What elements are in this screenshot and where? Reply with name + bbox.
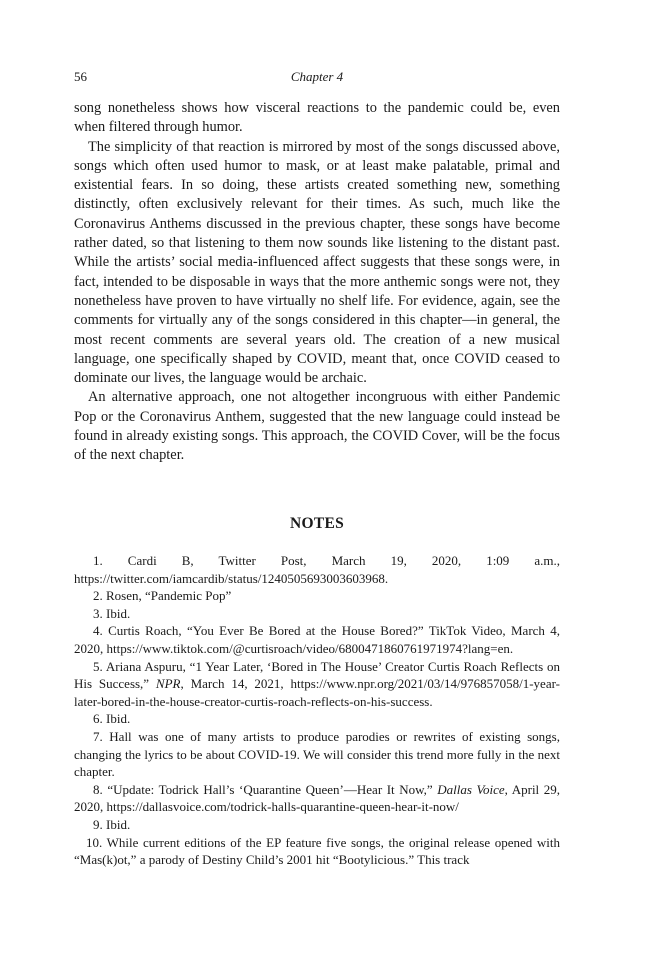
note-6: 6. Ibid. xyxy=(93,711,131,727)
note-8 xyxy=(74,781,560,816)
note-3: 3. Ibid. xyxy=(93,605,131,621)
note-9: 9. Ibid. xyxy=(93,816,131,832)
running-head: Chapter 4 xyxy=(290,69,344,84)
page-header xyxy=(74,69,560,87)
notes-list xyxy=(74,552,560,869)
notes-heading: NOTES xyxy=(289,515,345,532)
page-number: 56 xyxy=(74,69,87,84)
note-8-text: 8. “Update: Todrick Hall’s ‘Quarantine Queen’—Hear It Now,” xyxy=(93,781,438,797)
paragraph: An alternative approach, one not altogether incongruous with either Pandemic Pop or the Coronavirus Anthem, suggested that the new language could instead be found in already existing songs. This approach, the COVID Cover, will be the focus of the next chapter. xyxy=(74,389,560,464)
note-5 xyxy=(74,658,560,711)
paragraph: The simplicity of that reaction is mirrored by most of the songs discussed above, songs which often used humor to mask, or at least make palatable, primal and existential fears. In so doing, these artists created something new, something distinctly, often exclusively relevant for their times. As such, much like the Coronavirus Anthems discussed in the previous chapter, these songs have become rather dated, so that listening to them now sounds like listening to the distant past. While the artists’ social media-influenced affect suggests that these songs were, in fact, intended to be disposable in ways that the more anthemic songs were not, they nonetheless have proven to have virtually no shelf life. For evidence, again, see the comments for virtually any of the songs considered in this chapter—in general, the most recent comments are several years old. The creation of a new musical language, one specifically shaped by COVID, meant that, once COVID ceased to dominate our lives, the language would be archaic. xyxy=(74,138,560,387)
note-5-publication: NPR xyxy=(155,676,181,692)
note-8-publication: Dallas Voice xyxy=(437,781,505,797)
note-8-text-end: , April 29, 2020, https://dallasvoice.com/todrick-halls-quarantine-queen-hear-it-now/ xyxy=(74,781,560,815)
body-text xyxy=(74,99,560,466)
note-4: 4. Curtis Roach, “You Ever Be Bored at the House Bored?” TikTok Video, March 4, 2020, https://www.tiktok.com/@curtisroach/video/6800471860761971974?lang=en. xyxy=(74,623,560,656)
note-1: 1. Cardi B, Twitter Post, March 19, 2020, 1:09 a.m., https://twitter.com/iamcardib/status/1240505693003603968. xyxy=(74,553,560,586)
note-10: 10. While current editions of the EP feature five songs, the original release opened with “Mas(k)ot,” a parody of Destiny Child’s 2001 hit “Bootylicious.” This track xyxy=(74,834,560,868)
note-7: 7. Hall was one of many artists to produce parodies or rewrites of existing songs, changing the lyrics to be about COVID-19. We will consider this trend more fully in the next chapter. xyxy=(74,728,560,780)
note-2: 2. Rosen, “Pandemic Pop” xyxy=(93,588,232,604)
note-5-text-end: , March 14, 2021, https://www.npr.org/2021/03/14/976857058/1-year-later-bored-in-the-house-creator-curtis-roach-reflects-on-his-success. xyxy=(74,676,560,709)
note-5-text: 5. Ariana Aspuru, “1 Year Later, ‘Bored in The House’ Creator Curtis Roach Reflects on His Success,” xyxy=(74,658,560,692)
paragraph-continued: song nonetheless shows how visceral reactions to the pandemic could be, even when filtered through humor. xyxy=(74,100,560,136)
